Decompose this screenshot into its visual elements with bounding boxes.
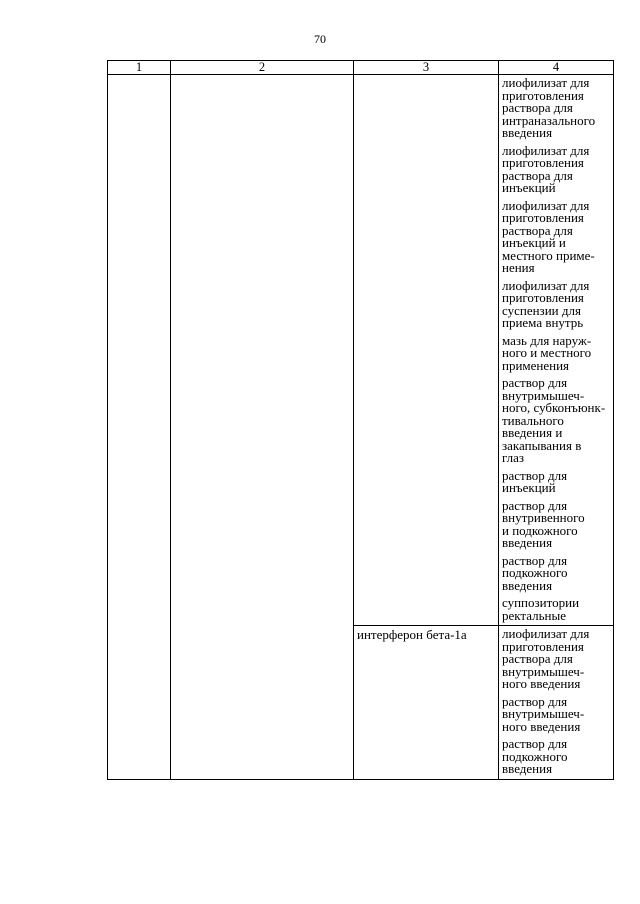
cell-dosage-forms-2 <box>499 626 614 780</box>
header-col-2: 2 <box>171 61 354 75</box>
dosage-form-item: раствор для подкожного введения <box>499 553 613 596</box>
dosage-form-list <box>499 626 613 779</box>
dosage-form-item: раствор для внутримышеч- ного, субконъюнк- тивального введения и закапывания в глаз <box>499 375 613 468</box>
header-col-3: 3 <box>354 61 499 75</box>
cell-atc-group <box>171 75 354 780</box>
dosage-form-item: суппозитории ректальные <box>499 595 613 625</box>
dosage-form-item: раствор для подкожного введения <box>499 736 613 779</box>
cell-dosage-forms-1 <box>499 75 614 626</box>
cell-atc-code <box>108 75 171 780</box>
cell-inn-1 <box>354 75 499 626</box>
dosage-form-item: мазь для наруж- ного и местного применения <box>499 333 613 376</box>
table-header-row <box>108 61 614 75</box>
dosage-form-item: раствор для внутривенного и подкожного введения <box>499 498 613 553</box>
header-col-1: 1 <box>108 61 171 75</box>
dosage-form-item: лиофилизат для приготовления раствора для интраназального введения <box>499 75 613 143</box>
dosage-form-item: раствор для внутримышеч- ного введения <box>499 694 613 737</box>
dosage-form-item: лиофилизат для приготовления раствора для инъекций и местного приме- нения <box>499 198 613 278</box>
dosage-form-item: лиофилизат для приготовления раствора для внутримышеч- ного введения <box>499 626 613 694</box>
page-number: 70 <box>314 32 326 46</box>
inn-name: интерферон бета-1a <box>357 627 467 642</box>
dosage-form-list <box>499 75 613 625</box>
cell-inn-2 <box>354 626 499 780</box>
drug-table <box>107 60 614 780</box>
dosage-form-item: лиофилизат для приготовления суспензии для приема внутрь <box>499 278 613 333</box>
inn-name <box>354 75 498 77</box>
dosage-form-item: раствор для инъекций <box>499 468 613 498</box>
header-col-4: 4 <box>499 61 614 75</box>
table-row <box>108 75 614 626</box>
dosage-form-item: лиофилизат для приготовления раствора для инъекций <box>499 143 613 198</box>
